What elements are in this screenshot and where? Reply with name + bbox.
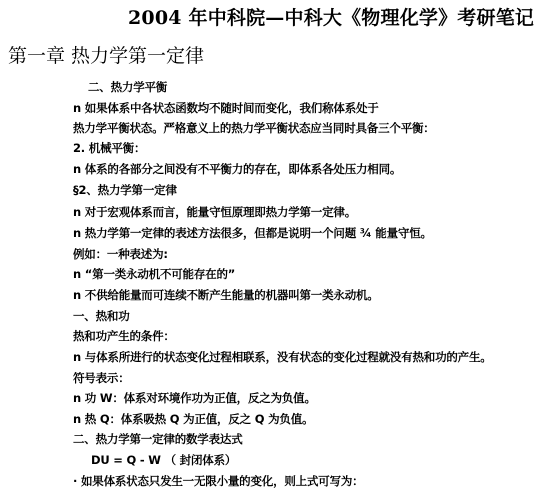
bullet-text: n 如果体系中各状态函数均不随时间而变化，我们称体系处于 bbox=[73, 101, 379, 115]
paragraph-text: 例如：一种表述为: bbox=[73, 247, 168, 261]
bullet-text: · 如果体系状态只发生一无限小量的变化，则上式可写为： bbox=[73, 474, 364, 488]
bullet-text: n 与体系所进行的状态变化过程相联系，没有状态的变化过程就没有热和功的产生。 bbox=[73, 350, 492, 364]
bullet-text: n 热 Q：体系吸热 Q 为正值，反之 Q 为负值。 bbox=[73, 412, 314, 426]
bullet-text: n 体系的各部分之间没有不平衡力的存在，即体系各处压力相同。 bbox=[73, 162, 402, 176]
section-heading-thermo-equilibrium: 二、热力学平衡 bbox=[88, 80, 168, 94]
bullet-text: n 功 W：体系对环境作功为正值，反之为负值。 bbox=[73, 391, 316, 405]
section-heading-heat-work: 一、热和功 bbox=[73, 309, 130, 323]
section-heading-first-law: §2、热力学第一定律 bbox=[73, 183, 177, 197]
paragraph-text: 热力学平衡状态。严格意义上的热力学平衡状态应当同时具备三个平衡： bbox=[73, 121, 435, 135]
section-heading-math-expression: 二、热力学第一定律的数学表达式 bbox=[73, 432, 243, 446]
bullet-text: n 不供给能量而可连续不断产生能量的机器叫第一类永动机。 bbox=[73, 288, 379, 302]
bullet-text: n “第一类永动机不可能存在的” bbox=[73, 267, 236, 281]
bullet-text: n 热力学第一定律的表述方法很多，但都是说明一个问题 ¾ 能量守恒。 bbox=[73, 226, 432, 240]
paragraph-text: 符号表示： bbox=[73, 371, 130, 385]
equation-text: DU = Q - W （ 封闭体系） bbox=[91, 453, 237, 467]
chapter-title: 第一章 热力学第一定律 bbox=[8, 45, 205, 67]
subheading-mechanical-equilibrium: 2. 机械平衡： bbox=[73, 141, 146, 155]
paragraph-text: 热和功产生的条件： bbox=[73, 329, 175, 343]
document-title: 2004 年中科院—中科大《物理化学》考研笔记 bbox=[128, 7, 535, 29]
bullet-text: n 对于宏观体系而言，能量守恒原理即热力学第一定律。 bbox=[73, 205, 356, 219]
